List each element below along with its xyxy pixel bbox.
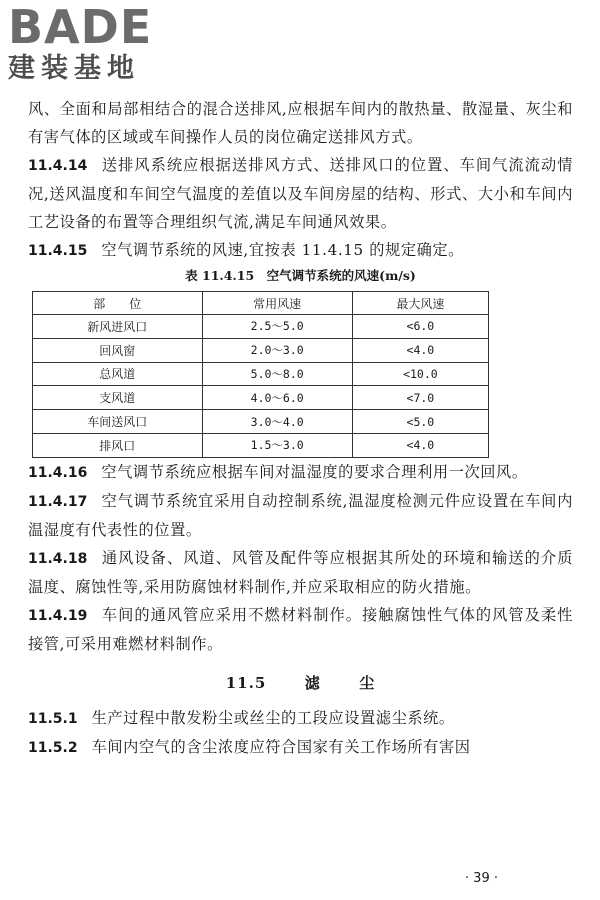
table-header-row <box>33 292 489 315</box>
clause-text: 车间内空气的含尘浓度应符合国家有关工作场所有害因 <box>91 737 471 756</box>
clause-number: 11.4.17 <box>28 493 88 510</box>
cell-location: 总风道 <box>33 362 203 386</box>
section-title-part-a: 滤 <box>304 673 321 692</box>
cell-location: 回风窗 <box>33 338 203 362</box>
paragraph-text: 风、全面和局部相结合的混合送排风,应根据车间内的散热量、散湿量、灰尘和有害气体的区域或车间操作人员的岗位确定送排风方式。 <box>28 100 573 146</box>
cell-location: 车间送风口 <box>33 410 203 434</box>
section-number: 11.5 <box>225 673 267 692</box>
section-heading <box>28 672 573 694</box>
cell-common-speed: 3.0～4.0 <box>202 410 352 434</box>
logo-brand: BADE <box>8 0 153 54</box>
cell-common-speed: 2.5～5.0 <box>202 315 352 339</box>
clause-number: 11.4.19 <box>28 607 88 624</box>
cell-common-speed: 4.0～6.0 <box>202 386 352 410</box>
header-common-speed: 常用风速 <box>202 292 352 315</box>
header-location: 部 位 <box>33 292 203 315</box>
bade-logo <box>8 0 178 92</box>
table-row <box>33 362 489 386</box>
clause-number: 11.4.18 <box>28 550 88 567</box>
cell-max-speed: <4.0 <box>352 433 488 457</box>
clause-number: 11.5.2 <box>28 739 78 756</box>
clause-number: 11.4.16 <box>28 464 88 481</box>
clause-number: 11.5.1 <box>28 710 78 727</box>
cell-max-speed: <4.0 <box>352 338 488 362</box>
clause-11-4-17 <box>28 487 573 544</box>
clause-text: 空气调节系统宜采用自动控制系统,温湿度检测元件应设置在车间内温湿度有代表性的位置。 <box>28 491 573 539</box>
clause-11-4-15 <box>28 236 573 265</box>
clause-text: 通风设备、风道、风管及配件等应根据其所处的环境和输送的介质温度、腐蚀性等,采用防腐蚀材料制作,并应采取相应的防火措施。 <box>28 548 573 596</box>
clause-text: 生产过程中散发粉尘或丝尘的工段应设置滤尘系统。 <box>91 708 455 727</box>
cell-common-speed: 2.0～3.0 <box>202 338 352 362</box>
document-body <box>28 95 573 762</box>
cell-max-speed: <5.0 <box>352 410 488 434</box>
clause-text: 车间的通风管应采用不燃材料制作。接触腐蚀性气体的风管及柔性接管,可采用难燃材料制作。 <box>28 605 573 653</box>
clause-text: 空气调节系统的风速,宜按表 11.4.15 的规定确定。 <box>101 241 464 259</box>
clause-11-5-1 <box>28 704 573 733</box>
cell-common-speed: 1.5～3.0 <box>202 433 352 457</box>
clause-number: 11.4.15 <box>28 243 88 259</box>
table-row <box>33 410 489 434</box>
clause-11-4-16 <box>28 458 573 487</box>
table-row <box>33 315 489 339</box>
clause-text: 空气调节系统应根据车间对温湿度的要求合理利用一次回风。 <box>101 462 528 481</box>
cell-max-speed: <10.0 <box>352 362 488 386</box>
clause-11-4-18 <box>28 544 573 601</box>
clause-11-5-2 <box>28 733 573 762</box>
header-max-speed: 最大风速 <box>352 292 488 315</box>
page-number: · 39 · <box>464 871 498 886</box>
table-row <box>33 338 489 362</box>
cell-location: 排风口 <box>33 433 203 457</box>
clause-11-4-19 <box>28 601 573 658</box>
table-row <box>33 386 489 410</box>
cell-common-speed: 5.0～8.0 <box>202 362 352 386</box>
clause-text: 送排风系统应根据送排风方式、送排风口的位置、车间气流流动情况,送风温度和车间空气温度的差值以及车间房屋的结构、形式、大小和车间内工艺设备的布置等合理组织气流,满足车间通风效果。 <box>28 156 573 231</box>
paragraph-continuation <box>28 95 573 151</box>
cell-max-speed: <6.0 <box>352 315 488 339</box>
air-speed-table <box>32 291 489 458</box>
cell-location: 支风道 <box>33 386 203 410</box>
clause-11-4-14 <box>28 151 573 236</box>
cell-max-speed: <7.0 <box>352 386 488 410</box>
cell-location: 新风进风口 <box>33 315 203 339</box>
clause-number: 11.4.14 <box>28 158 88 174</box>
section-title-part-b: 尘 <box>359 673 376 692</box>
table-title: 表 11.4.15 空气调节系统的风速(m/s) <box>185 268 416 283</box>
table-row <box>33 433 489 457</box>
logo-subtitle: 建装基地 <box>8 53 140 84</box>
